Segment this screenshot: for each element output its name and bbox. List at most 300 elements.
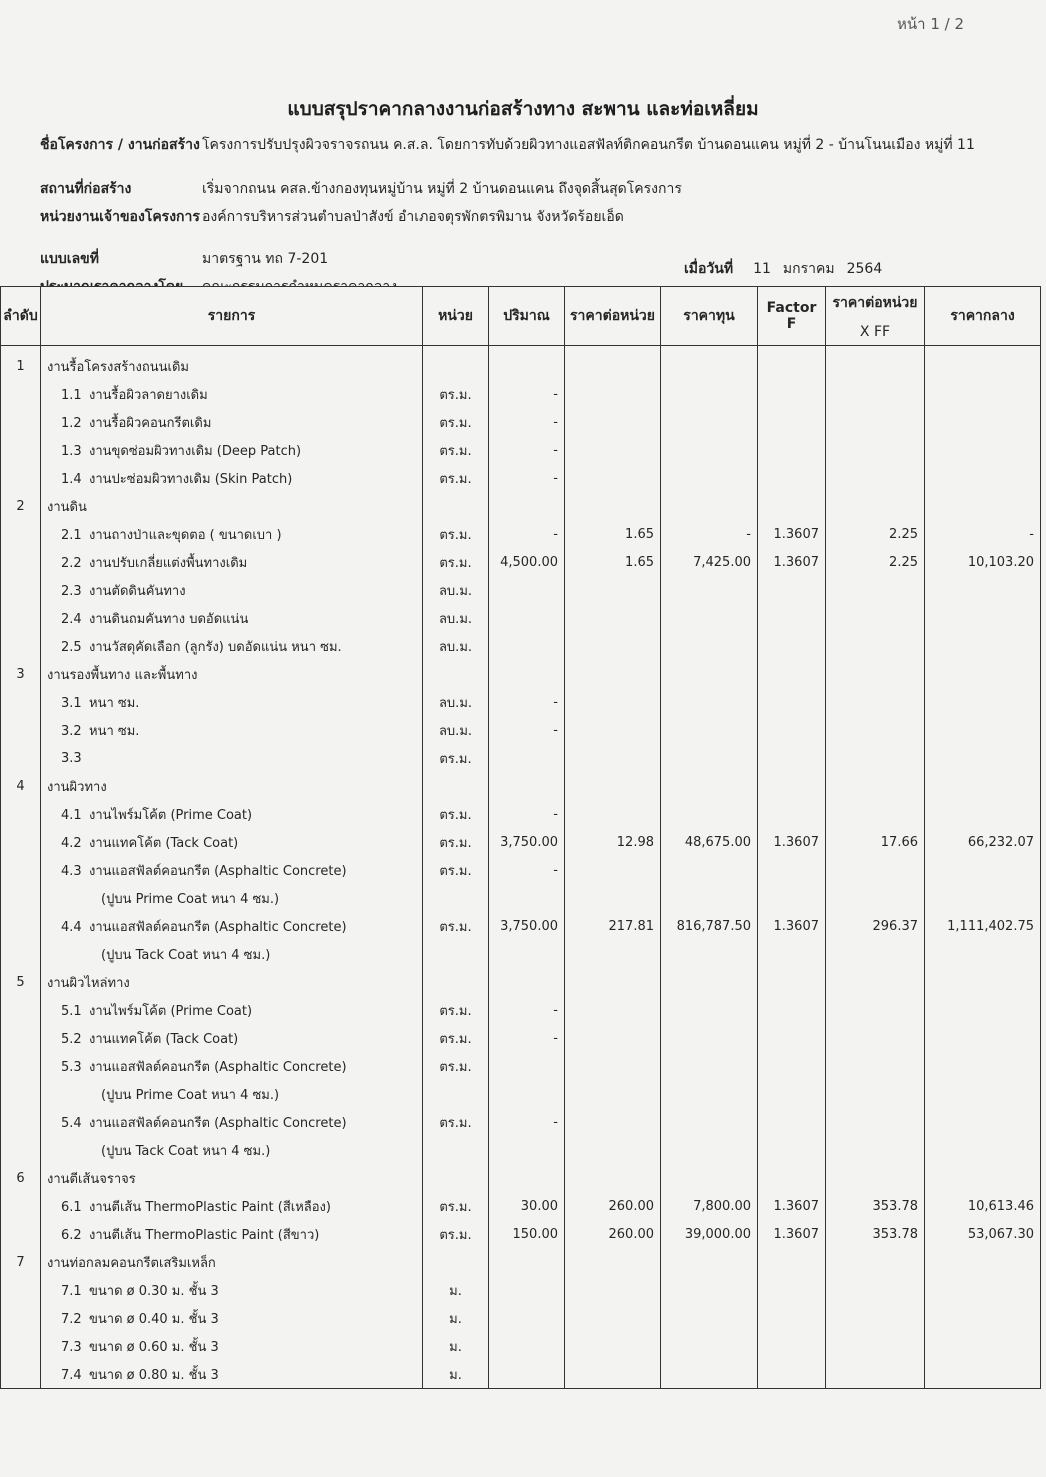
row-price-ff (826, 492, 925, 520)
row-total (925, 604, 1041, 632)
table-row (1, 828, 1041, 856)
table-row (1, 1136, 1041, 1164)
date-line (684, 258, 894, 280)
row-code: 4.3 (61, 863, 82, 879)
row-no (1, 576, 41, 604)
row-item-text: งานแอสฟัลต์คอนกรีต (Asphaltic Concrete) (89, 1059, 347, 1075)
row-code: 6.1 (61, 1199, 82, 1215)
row-factor (758, 800, 826, 828)
row-price-ff: 353.78 (826, 1192, 925, 1220)
row-qty: - (489, 464, 565, 492)
row-factor: 1.3607 (758, 1192, 826, 1220)
row-total (925, 968, 1041, 996)
row-factor: 1.3607 (758, 548, 826, 576)
row-item-text: งานไพร์มโค้ต (Prime Coat) (89, 807, 253, 823)
row-item (41, 520, 423, 548)
row-price-ff (826, 352, 925, 380)
row-cost (661, 800, 758, 828)
row-unit-price: 1.65 (565, 520, 661, 548)
row-item (41, 996, 423, 1024)
row-item-text: งานตีเส้น ThermoPlastic Paint (สีขาว) (89, 1227, 320, 1243)
row-qty: 3,750.00 (489, 828, 565, 856)
row-no (1, 1304, 41, 1332)
table-row (1, 1332, 1041, 1360)
row-factor (758, 632, 826, 660)
row-qty: - (489, 436, 565, 464)
row-qty: 30.00 (489, 1192, 565, 1220)
table-row (1, 1164, 1041, 1192)
row-total (925, 1332, 1041, 1360)
table-row (1, 772, 1041, 800)
page-number: หน้า 1 / 2 (896, 15, 964, 33)
row-no (1, 1360, 41, 1389)
row-qty (489, 492, 565, 520)
row-factor (758, 1136, 826, 1164)
row-no (1, 1136, 41, 1164)
row-item (41, 548, 423, 576)
row-code: 2.4 (61, 611, 82, 627)
row-unit-price (565, 352, 661, 380)
row-total (925, 1108, 1041, 1136)
row-item (41, 744, 423, 772)
row-item (41, 884, 423, 912)
row-unit-price (565, 380, 661, 408)
row-no (1, 548, 41, 576)
row-price-ff (826, 968, 925, 996)
row-factor (758, 716, 826, 744)
row-item-text: งานขุดซ่อมผิวทางเดิม (Deep Patch) (89, 443, 302, 459)
table-row (1, 1080, 1041, 1108)
row-unit (423, 492, 489, 520)
table-row (1, 1220, 1041, 1248)
location-row (40, 178, 682, 200)
row-cost (661, 688, 758, 716)
row-unit-price (565, 1304, 661, 1332)
row-code: 3.2 (61, 723, 82, 739)
row-item-text: งานแทคโค้ต (Tack Coat) (89, 835, 239, 851)
row-price-ff (826, 1248, 925, 1276)
row-qty (489, 884, 565, 912)
project-name-label: ชื่อโครงการ / งานก่อสร้าง (40, 137, 200, 153)
date-year: 2564 (846, 261, 883, 277)
row-factor (758, 1052, 826, 1080)
row-unit-price: 12.98 (565, 828, 661, 856)
row-item (41, 1248, 423, 1276)
header-item: รายการ (41, 287, 423, 346)
row-no (1, 1024, 41, 1052)
header-unit: หน่วย (423, 287, 489, 346)
row-qty: - (489, 996, 565, 1024)
row-total: 53,067.30 (925, 1220, 1041, 1248)
row-total (925, 492, 1041, 520)
row-unit: ตร.ม. (423, 856, 489, 884)
row-qty: - (489, 716, 565, 744)
row-qty (489, 1332, 565, 1360)
row-no (1, 604, 41, 632)
row-code: 3.3 (61, 750, 82, 766)
row-unit: ตร.ม. (423, 380, 489, 408)
row-unit: ตร.ม. (423, 800, 489, 828)
row-qty: - (489, 380, 565, 408)
row-no (1, 940, 41, 968)
row-unit-price (565, 632, 661, 660)
row-unit: ตร.ม. (423, 1052, 489, 1080)
row-unit-price (565, 800, 661, 828)
row-no (1, 380, 41, 408)
row-factor (758, 1248, 826, 1276)
row-no (1, 1276, 41, 1304)
row-item (41, 380, 423, 408)
row-total (925, 800, 1041, 828)
table-row (1, 940, 1041, 968)
row-item (41, 1220, 423, 1248)
row-no: 2 (1, 492, 41, 520)
row-cost (661, 632, 758, 660)
row-cost (661, 1248, 758, 1276)
row-item (41, 1304, 423, 1332)
row-total (925, 1080, 1041, 1108)
row-price-ff (826, 1024, 925, 1052)
owner-label: หน่วยงานเจ้าของโครงการ (40, 209, 200, 225)
row-unit: ลบ.ม. (423, 632, 489, 660)
row-price-ff (826, 1332, 925, 1360)
row-total (925, 1360, 1041, 1389)
table-row (1, 436, 1041, 464)
row-no (1, 1080, 41, 1108)
row-cost (661, 716, 758, 744)
row-code: 2.2 (61, 555, 82, 571)
row-factor (758, 408, 826, 436)
row-cost (661, 1024, 758, 1052)
row-unit (423, 772, 489, 800)
row-factor (758, 1332, 826, 1360)
row-total (925, 1276, 1041, 1304)
row-item-text: หนา ซม. (89, 723, 140, 739)
row-cost (661, 576, 758, 604)
row-qty (489, 1276, 565, 1304)
row-factor: 1.3607 (758, 1220, 826, 1248)
row-unit-price: 1.65 (565, 548, 661, 576)
table-row (1, 1052, 1041, 1080)
table-row (1, 464, 1041, 492)
row-item (41, 632, 423, 660)
header-price-ff (826, 287, 925, 346)
row-item-text: งานตัดดินคันทาง (89, 583, 186, 599)
table-row (1, 1024, 1041, 1052)
row-qty (489, 940, 565, 968)
row-price-ff: 2.25 (826, 520, 925, 548)
table-row (1, 716, 1041, 744)
row-total (925, 772, 1041, 800)
row-no (1, 1192, 41, 1220)
row-unit: ลบ.ม. (423, 688, 489, 716)
row-total (925, 1248, 1041, 1276)
row-price-ff (826, 1108, 925, 1136)
row-cost (661, 380, 758, 408)
row-factor (758, 996, 826, 1024)
row-factor (758, 492, 826, 520)
row-total (925, 940, 1041, 968)
row-total: 66,232.07 (925, 828, 1041, 856)
table-row (1, 660, 1041, 688)
row-factor (758, 772, 826, 800)
table-row (1, 996, 1041, 1024)
row-price-ff (826, 1276, 925, 1304)
table-row (1, 800, 1041, 828)
row-no (1, 1220, 41, 1248)
row-qty (489, 744, 565, 772)
row-unit-price (565, 1164, 661, 1192)
table-row (1, 520, 1041, 548)
row-total: 1,111,402.75 (925, 912, 1041, 940)
row-item (41, 940, 423, 968)
row-code: 2.1 (61, 527, 82, 543)
row-item (41, 436, 423, 464)
row-unit-price (565, 744, 661, 772)
row-qty: 3,750.00 (489, 912, 565, 940)
row-unit-price: 217.81 (565, 912, 661, 940)
row-unit-price (565, 464, 661, 492)
document-title: แบบสรุปราคากลางงานก่อสร้างทาง สะพาน และท่อเหลี่ยม (287, 98, 759, 120)
row-cost (661, 1164, 758, 1192)
row-no (1, 1108, 41, 1136)
row-qty (489, 968, 565, 996)
row-unit-price (565, 1136, 661, 1164)
row-factor (758, 604, 826, 632)
row-code: 1.1 (61, 387, 82, 403)
row-item-text: งานปรับเกลี่ยแต่งพื้นทางเดิม (89, 555, 248, 571)
row-no (1, 632, 41, 660)
row-code: 1.2 (61, 415, 82, 431)
row-item (41, 1108, 423, 1136)
table-row (1, 576, 1041, 604)
header-total: ราคากลาง (925, 287, 1041, 346)
row-unit: ม. (423, 1360, 489, 1389)
row-code: 5.2 (61, 1031, 82, 1047)
row-no (1, 996, 41, 1024)
row-qty (489, 1248, 565, 1276)
row-item (41, 716, 423, 744)
row-item-text: งานตีเส้นจราจร (47, 1171, 136, 1187)
row-total (925, 856, 1041, 884)
row-item-text: งานแทคโค้ต (Tack Coat) (89, 1031, 239, 1047)
row-no (1, 688, 41, 716)
row-no (1, 828, 41, 856)
row-factor (758, 660, 826, 688)
row-factor (758, 940, 826, 968)
row-unit-price (565, 492, 661, 520)
row-price-ff: 353.78 (826, 1220, 925, 1248)
row-price-ff (826, 716, 925, 744)
row-unit: ลบ.ม. (423, 576, 489, 604)
row-no: 4 (1, 772, 41, 800)
row-qty: - (489, 520, 565, 548)
row-item (41, 352, 423, 380)
row-unit: ตร.ม. (423, 408, 489, 436)
row-unit: ตร.ม. (423, 1024, 489, 1052)
table-row (1, 1248, 1041, 1276)
row-cost (661, 1136, 758, 1164)
row-no: 6 (1, 1164, 41, 1192)
row-no: 1 (1, 352, 41, 380)
project-name-row (40, 134, 975, 156)
row-factor (758, 968, 826, 996)
row-cost (661, 660, 758, 688)
row-total (925, 660, 1041, 688)
row-cost (661, 492, 758, 520)
location-value: เริ่มจากถนน คสล.ข้างกองทุนหมู่บ้าน หมู่ที่ 2 บ้านดอนแคน ถึงจุดสิ้นสุดโครงการ (202, 181, 682, 197)
row-cost (661, 968, 758, 996)
row-no (1, 744, 41, 772)
row-price-ff: 2.25 (826, 548, 925, 576)
row-no (1, 884, 41, 912)
row-unit-price (565, 1108, 661, 1136)
row-price-ff: 296.37 (826, 912, 925, 940)
row-item (41, 464, 423, 492)
row-price-ff (826, 380, 925, 408)
row-factor: 1.3607 (758, 520, 826, 548)
table-row (1, 856, 1041, 884)
row-code: 6.2 (61, 1227, 82, 1243)
row-price-ff (826, 856, 925, 884)
row-unit: ตร.ม. (423, 912, 489, 940)
row-item (41, 1192, 423, 1220)
table-row (1, 744, 1041, 772)
row-cost (661, 996, 758, 1024)
row-cost (661, 1360, 758, 1389)
row-total: 10,613.46 (925, 1192, 1041, 1220)
row-unit-price (565, 408, 661, 436)
row-factor (758, 1108, 826, 1136)
project-name-value: โครงการปรับปรุงผิวจราจรถนน ค.ส.ล. โดยการทับด้วยผิวทางแอสฟัลท์ติกคอนกรีต บ้านดอนแคน หมู่ที่ 2 - บ้านโนนเมือง หมู่ที่ 11 (202, 137, 975, 153)
row-factor (758, 744, 826, 772)
row-cost (661, 1304, 758, 1332)
row-code: 4.4 (61, 919, 82, 935)
row-factor (758, 352, 826, 380)
row-factor (758, 1080, 826, 1108)
row-item-text: งานท่อกลมคอนกรีตเสริมเหล็ก (47, 1255, 216, 1271)
row-factor: 1.3607 (758, 912, 826, 940)
row-factor (758, 1304, 826, 1332)
row-price-ff (826, 772, 925, 800)
drawing-label: แบบเลขที่ (40, 251, 99, 267)
row-unit-price (565, 1052, 661, 1080)
row-item (41, 1276, 423, 1304)
row-qty (489, 1164, 565, 1192)
row-total (925, 744, 1041, 772)
row-unit-price (565, 884, 661, 912)
table-row (1, 604, 1041, 632)
row-unit: ตร.ม. (423, 548, 489, 576)
drawing-row (40, 248, 328, 270)
drawing-value: มาตรฐาน ทถ 7-201 (202, 251, 329, 267)
row-no (1, 1052, 41, 1080)
row-item-text: งานแอสฟัลต์คอนกรีต (Asphaltic Concrete) (89, 1115, 347, 1131)
header-unit-price: ราคาต่อหน่วย (565, 287, 661, 346)
row-price-ff (826, 1136, 925, 1164)
row-unit-price (565, 940, 661, 968)
row-total (925, 1164, 1041, 1192)
row-total (925, 576, 1041, 604)
row-unit: ม. (423, 1276, 489, 1304)
row-total (925, 436, 1041, 464)
row-unit: ม. (423, 1332, 489, 1360)
row-price-ff (826, 632, 925, 660)
header-qty: ปริมาณ (489, 287, 565, 346)
table-row (1, 408, 1041, 436)
row-total (925, 1304, 1041, 1332)
row-item (41, 856, 423, 884)
row-item (41, 1052, 423, 1080)
row-cost (661, 1332, 758, 1360)
row-total: - (925, 520, 1041, 548)
row-code: 5.3 (61, 1059, 82, 1075)
row-price-ff: 17.66 (826, 828, 925, 856)
row-no (1, 464, 41, 492)
row-unit: ตร.ม. (423, 436, 489, 464)
date-month: มกราคม (782, 261, 835, 277)
table-row (1, 1360, 1041, 1389)
row-price-ff (826, 996, 925, 1024)
row-unit-price (565, 716, 661, 744)
row-cost: - (661, 520, 758, 548)
row-no (1, 856, 41, 884)
row-code: 3.1 (61, 695, 82, 711)
row-unit-price (565, 772, 661, 800)
row-qty (489, 772, 565, 800)
row-total (925, 996, 1041, 1024)
row-price-ff (826, 1360, 925, 1389)
row-total (925, 1052, 1041, 1080)
row-total (925, 884, 1041, 912)
row-code: 4.1 (61, 807, 82, 823)
row-unit-price (565, 1248, 661, 1276)
row-factor (758, 884, 826, 912)
row-total (925, 464, 1041, 492)
row-cost (661, 940, 758, 968)
row-unit-price: 260.00 (565, 1192, 661, 1220)
header-cost: ราคาทุน (661, 287, 758, 346)
row-factor (758, 464, 826, 492)
row-unit: ตร.ม. (423, 464, 489, 492)
row-code: 5.4 (61, 1115, 82, 1131)
row-code: 4.2 (61, 835, 82, 851)
row-unit: ลบ.ม. (423, 716, 489, 744)
row-item (41, 1332, 423, 1360)
row-price-ff (826, 1052, 925, 1080)
row-cost (661, 604, 758, 632)
table-row (1, 352, 1041, 380)
row-qty (489, 1360, 565, 1389)
row-unit-price (565, 996, 661, 1024)
row-price-ff (826, 744, 925, 772)
row-code: 2.5 (61, 639, 82, 655)
row-unit: ตร.ม. (423, 744, 489, 772)
row-qty (489, 604, 565, 632)
row-item (41, 576, 423, 604)
row-total (925, 632, 1041, 660)
row-unit-price (565, 1360, 661, 1389)
row-item-text: งานรื้อโครงสร้างถนนเดิม (47, 359, 189, 375)
row-code: 1.4 (61, 471, 82, 487)
header-price-ff-label: ราคาต่อหน่วย (832, 295, 918, 311)
table-row (1, 1304, 1041, 1332)
row-item (41, 772, 423, 800)
row-unit: ตร.ม. (423, 520, 489, 548)
row-unit (423, 884, 489, 912)
row-price-ff (826, 884, 925, 912)
row-factor (758, 576, 826, 604)
